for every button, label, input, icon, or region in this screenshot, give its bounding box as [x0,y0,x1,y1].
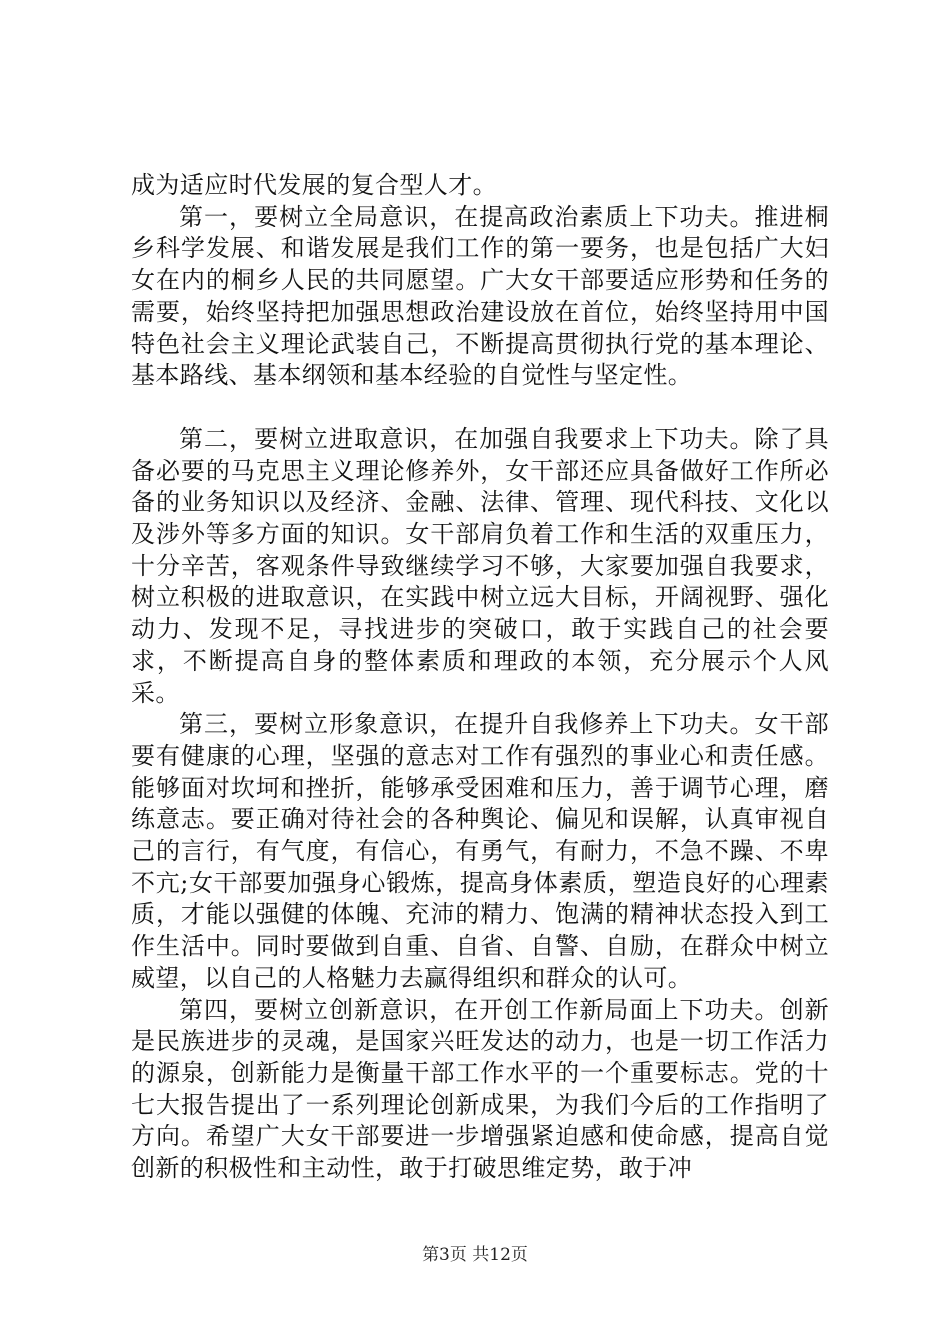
document-body [131,170,829,1185]
paragraph-continuation: 成为适应时代发展的复合型人才。 [131,171,497,199]
paragraph-fourth-point: 第四，要树立创新意识，在开创工作新局面上下功夫。创新是民族进步的灵魂，是国家兴旺发达的动力，也是一切工作活力的源泉，创新能力是衡量干部工作水平的一个重要标志。党的十七大报告提出了一系列理论创新成果，为我们今后的工作指明了方向。希望广大女干部要进一步增强紧迫感和使命感，提高自觉创新的积极性和主动性，敢于打破思维定势，敢于冲 [131,995,829,1183]
paragraph-first-point: 第一，要树立全局意识，在提高政治素质上下功夫。推进桐乡科学发展、和谐发展是我们工作的第一要务，也是包括广大妇女在内的桐乡人民的共同愿望。广大女干部要适应形势和任务的需要，始终坚持把加强思想政治建设放在首位，始终坚持用中国特色社会主义理论武装自己，不断提高贯彻执行党的基本理论、基本路线、基本纲领和基本经验的自觉性与坚定性。 [131,202,829,390]
paragraph-third-point: 第三，要树立形象意识，在提升自我修养上下功夫。女干部要有健康的心理，坚强的意志对工作有强烈的事业心和责任感。能够面对坎坷和挫折，能够承受困难和压力，善于调节心理，磨练意志。要正确对待社会的各种舆论、偏见和误解，认真审视自己的言行，有气度，有信心，有勇气，有耐力，不急不躁、不卑不亢;女干部要加强身心锻炼，提高身体素质，塑造良好的心理素质，才能以强健的体魄、充沛的精力、饱满的精神状态投入到工作生活中。同时要做到自重、自省、自警、自励，在群众中树立威望，以自己的人格魅力去赢得组织和群众的认可。 [131,710,829,992]
paragraph-second-point: 第二，要树立进取意识，在加强自我要求上下功夫。除了具备必要的马克思主义理论修养外，女干部还应具备做好工作所必备的业务知识以及经济、金融、法律、管理、现代科技、文化以及涉外等多方面的知识。女干部肩负着工作和生活的双重压力，十分辛苦，客观条件导致继续学习不够，大家要加强自我要求，树立积极的进取意识，在实践中树立远大目标，开阔视野、强化动力、发现不足，寻找进步的突破口，敢于实践自己的社会要求，不断提高自身的整体素质和理政的本领，充分展示个人风采。 [131,424,829,707]
page-number-footer: 第3页 共12页 [422,1245,528,1265]
